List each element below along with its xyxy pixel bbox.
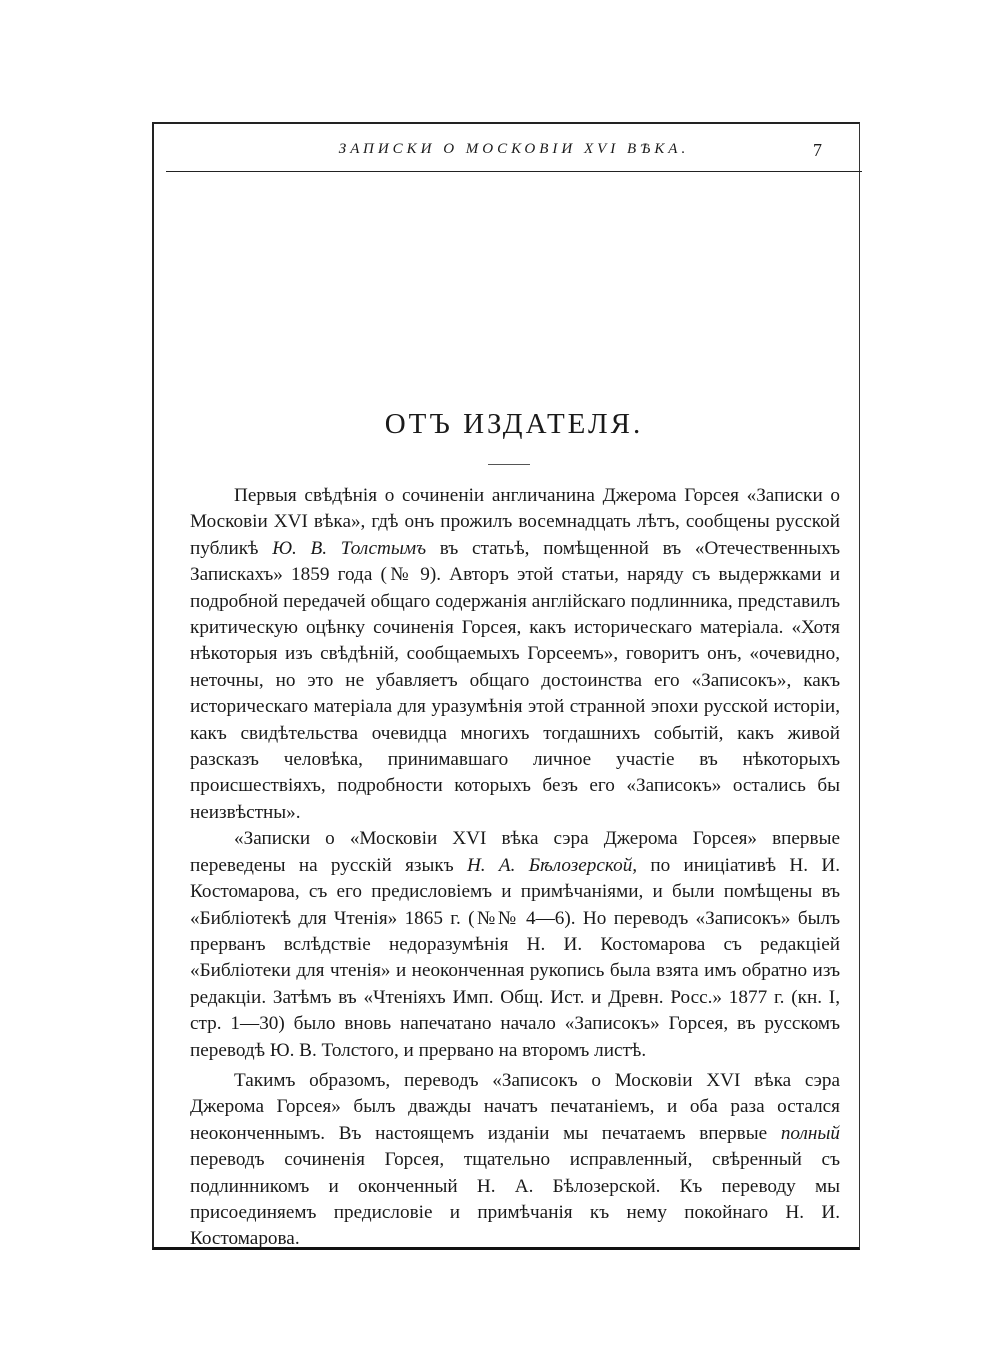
paragraph-1-text-a: Первыя свѣдѣнія о сочиненіи англичанина Джерома Горсея «Записки о Московіи XVI вѣка», гдѣ онъ прожилъ восемнадцать лѣтъ, сообщены русской публикѣ	[190, 485, 840, 559]
paragraph-2	[190, 826, 840, 1064]
body-text	[190, 483, 840, 1253]
paragraph-2-translator-name: Н. А. Бѣлозерской,	[466, 854, 638, 876]
paragraph-2-text-a: «Записки о «Московіи XVI вѣка сэра Джерома Горсея» впервые переведены на русскій языкъ	[190, 828, 840, 876]
paragraph-1-author-name: Ю. В. Толстымъ	[272, 537, 427, 559]
running-head	[166, 138, 862, 172]
paragraph-2-text-c: по иниціативѣ Н. И. Костомарова, съ его предисловіемъ и примѣчаніями, и были помѣщены въ «Библіотекѣ для Чтенія» 1865 г. (№№ 4—6). Но переводъ «Записокъ» былъ прерванъ вслѣдствіе недоразумѣнія Н. И. Костомарова съ редакціей «Библіотеки для чтенія» и неоконченная рукопись была взята имъ обратно изъ редакціи. Затѣмъ въ «Чтеніяхъ Имп. Общ. Ист. и Древн. Росс.» 1877 г. (кн. I, стр. 1—30) было вновь напечатано начало «Записокъ» Горсея, въ русскомъ переводѣ Ю. В. Толстого, и прервано на второмъ листѣ.	[190, 854, 840, 1061]
running-title: ЗАПИСКИ О МОСКОВІИ XVI ВѢКА.	[338, 141, 690, 157]
paragraph-1-text-c: въ статьѣ, помѣщенной въ «Отечественныхъ Запискахъ» 1859 года (№ 9). Авторъ этой статьи, наряду съ выдержками и подробной передачей общаго содержанія англійскаго подлинника, представилъ критическую оцѣнку сочиненія Горсея, какъ историческаго матеріала. «Хотя нѣкоторыя изъ свѣдѣній, сообщаемыхъ Горсеемъ», говоритъ онъ, «очевидно, неточны, но это не убавляетъ общаго достоинства его «Записокъ», какъ историческаго матеріала для уразумѣнія этой странной эпохи русской исторіи, какъ свидѣтельства очевидца многихъ тогдашнихъ событій, какъ живой разсказъ человѣка, принимавшаго личное участіе въ нѣкоторыхъ происшествіяхъ, подробности которыхъ безъ его «Записокъ» остались бы неизвѣстны».	[190, 537, 840, 823]
paragraph-3-text-a: Такимъ образомъ, переводъ «Записокъ о Московіи XVI вѣка сэра Джерома Горсея» былъ дважды начатъ печатаніемъ, и оба раза остался неоконченнымъ. Въ настоящемъ изданіи мы печатаемъ впервые	[190, 1069, 840, 1144]
page-number: 7	[813, 140, 822, 160]
paragraph-3-emphasis: полный	[780, 1122, 840, 1144]
paragraph-3	[190, 1068, 840, 1253]
section-title: ОТЪ ИЗДАТЕЛЯ.	[384, 408, 644, 440]
paragraph-1	[190, 483, 840, 826]
title-rule	[488, 464, 530, 465]
paragraph-3-text-c: переводъ сочиненія Горсея, тщательно исправленный, свѣренный съ подлинникомъ и оконченный Н. А. Бѣлозерской. Къ переводу мы присоединяемъ предисловіе и примѣчанія къ нему покойнаго Н. И. Костомарова.	[190, 1149, 840, 1250]
